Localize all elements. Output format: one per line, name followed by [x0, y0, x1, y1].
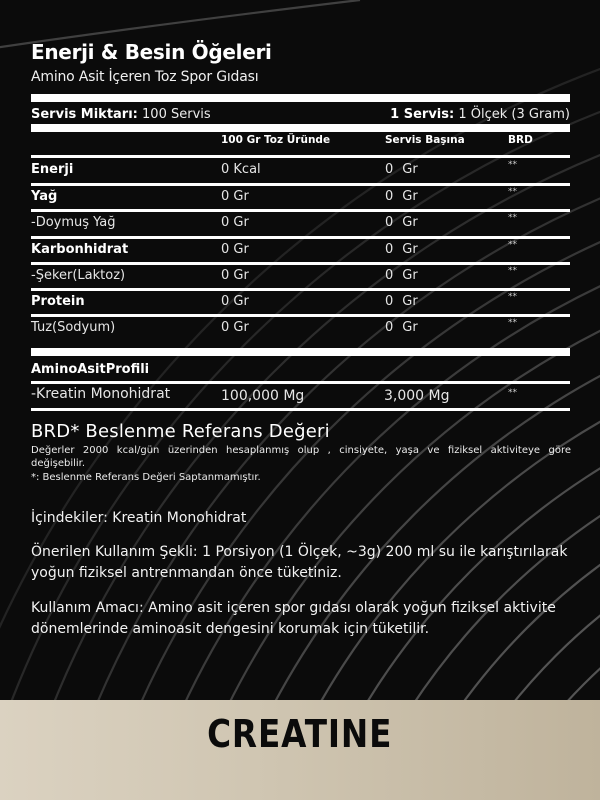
column-header-per-serving: Servis Başına — [385, 134, 465, 146]
serving-amount — [31, 107, 211, 122]
serving-amount-value: 100 Servis — [142, 106, 211, 122]
table-rule — [31, 348, 570, 356]
table-row — [31, 290, 570, 314]
nutrient-name: Yağ — [31, 189, 58, 204]
nutrient-name: Karbonhidrat — [31, 242, 129, 257]
table-row — [31, 211, 570, 235]
value-per-serving: 0 Gr — [385, 242, 418, 257]
value-per100: 0 Gr — [221, 320, 249, 335]
value-per100: 0 Gr — [221, 189, 249, 204]
table-rule — [31, 408, 570, 411]
column-header-per100: 100 Gr Toz Üründe — [221, 134, 331, 146]
nutrient-name: Tuz(Sodyum) — [31, 320, 116, 335]
table-row — [31, 238, 570, 262]
serving-amount-label: Servis Miktarı: — [31, 106, 138, 122]
value-per-serving: 0 Gr — [385, 268, 418, 283]
serving-size — [390, 107, 570, 122]
nutrient-name: Enerji — [31, 162, 74, 177]
value-per100: 0 Gr — [221, 242, 249, 257]
table-rule — [31, 94, 570, 102]
value-per-serving: 0 Gr — [385, 162, 418, 177]
amino-name: -Kreatin Monohidrat — [31, 386, 171, 402]
value-per-serving: 0 Gr — [385, 189, 418, 204]
value-per-serving: 0 Gr — [385, 294, 418, 309]
value-brd: ** — [508, 213, 517, 223]
value-brd: ** — [508, 160, 517, 170]
serving-size-value: 1 Ölçek (3 Gram) — [458, 106, 570, 122]
amino-row — [31, 384, 570, 406]
table-row — [31, 316, 570, 340]
ingredients-text: İçindekiler: Kreatin Monohidrat — [31, 510, 247, 526]
value-brd: ** — [508, 187, 517, 197]
brd-title: BRD* Beslenme Referans Değeri — [31, 421, 330, 442]
product-name: CREATINE — [207, 712, 393, 756]
value-per-serving: 0 Gr — [385, 320, 418, 335]
serving-info — [31, 103, 570, 125]
column-header-brd: BRD — [508, 134, 533, 146]
value-brd: ** — [508, 240, 517, 250]
value-per100: 0 Gr — [221, 215, 249, 230]
value-brd: ** — [508, 266, 517, 276]
usage-text: Önerilen Kullanım Şekli: 1 Porsiyon (1 Ölçek, ~3g) 200 ml su ile karıştırılarak yoğun fiziksel antrenmandan önce tüketiniz. — [31, 544, 568, 581]
amino-profile-title: AminoAsitProfili — [31, 362, 150, 377]
amino-value-per100: 100,000 Mg — [221, 388, 305, 404]
value-brd: ** — [508, 318, 517, 328]
table-row — [31, 185, 570, 209]
value-brd: ** — [508, 292, 517, 302]
table-row — [31, 158, 570, 182]
table-row — [31, 264, 570, 288]
product-name-band — [0, 700, 600, 800]
nutrient-name: -Doymuş Yağ — [31, 215, 116, 230]
table-rule — [31, 124, 570, 132]
panel-subtitle: Amino Asit İçeren Toz Spor Gıdası — [31, 69, 259, 85]
purpose-text: Kullanım Amacı: Amino asit içeren spor gıdası olarak yoğun fiziksel aktivite dönemlerinde aminoasit dengesini korumak için tüketilir. — [31, 600, 556, 637]
amino-value-brd: ** — [508, 388, 517, 398]
value-per-serving: 0 Gr — [385, 215, 418, 230]
serving-size-label: 1 Servis: — [390, 106, 455, 122]
value-per100: 0 Gr — [221, 268, 249, 283]
value-per100: 0 Gr — [221, 294, 249, 309]
brd-note: Değerler 2000 kcal/gün üzerinden hesaplanmış olup , cinsiyete, yaşa ve fiziksel aktiviteye göre değişebilir. — [31, 445, 571, 469]
panel-title: Enerji & Besin Öğeleri — [31, 40, 272, 64]
nutrient-name: -Şeker(Laktoz) — [31, 268, 126, 283]
amino-value-per-serving: 3,000 Mg — [384, 388, 450, 404]
value-per100: 0 Kcal — [221, 162, 261, 177]
nutrient-name: Protein — [31, 294, 85, 309]
brd-footnote: *: Beslenme Referans Değeri Saptanmamıştır. — [31, 472, 261, 483]
